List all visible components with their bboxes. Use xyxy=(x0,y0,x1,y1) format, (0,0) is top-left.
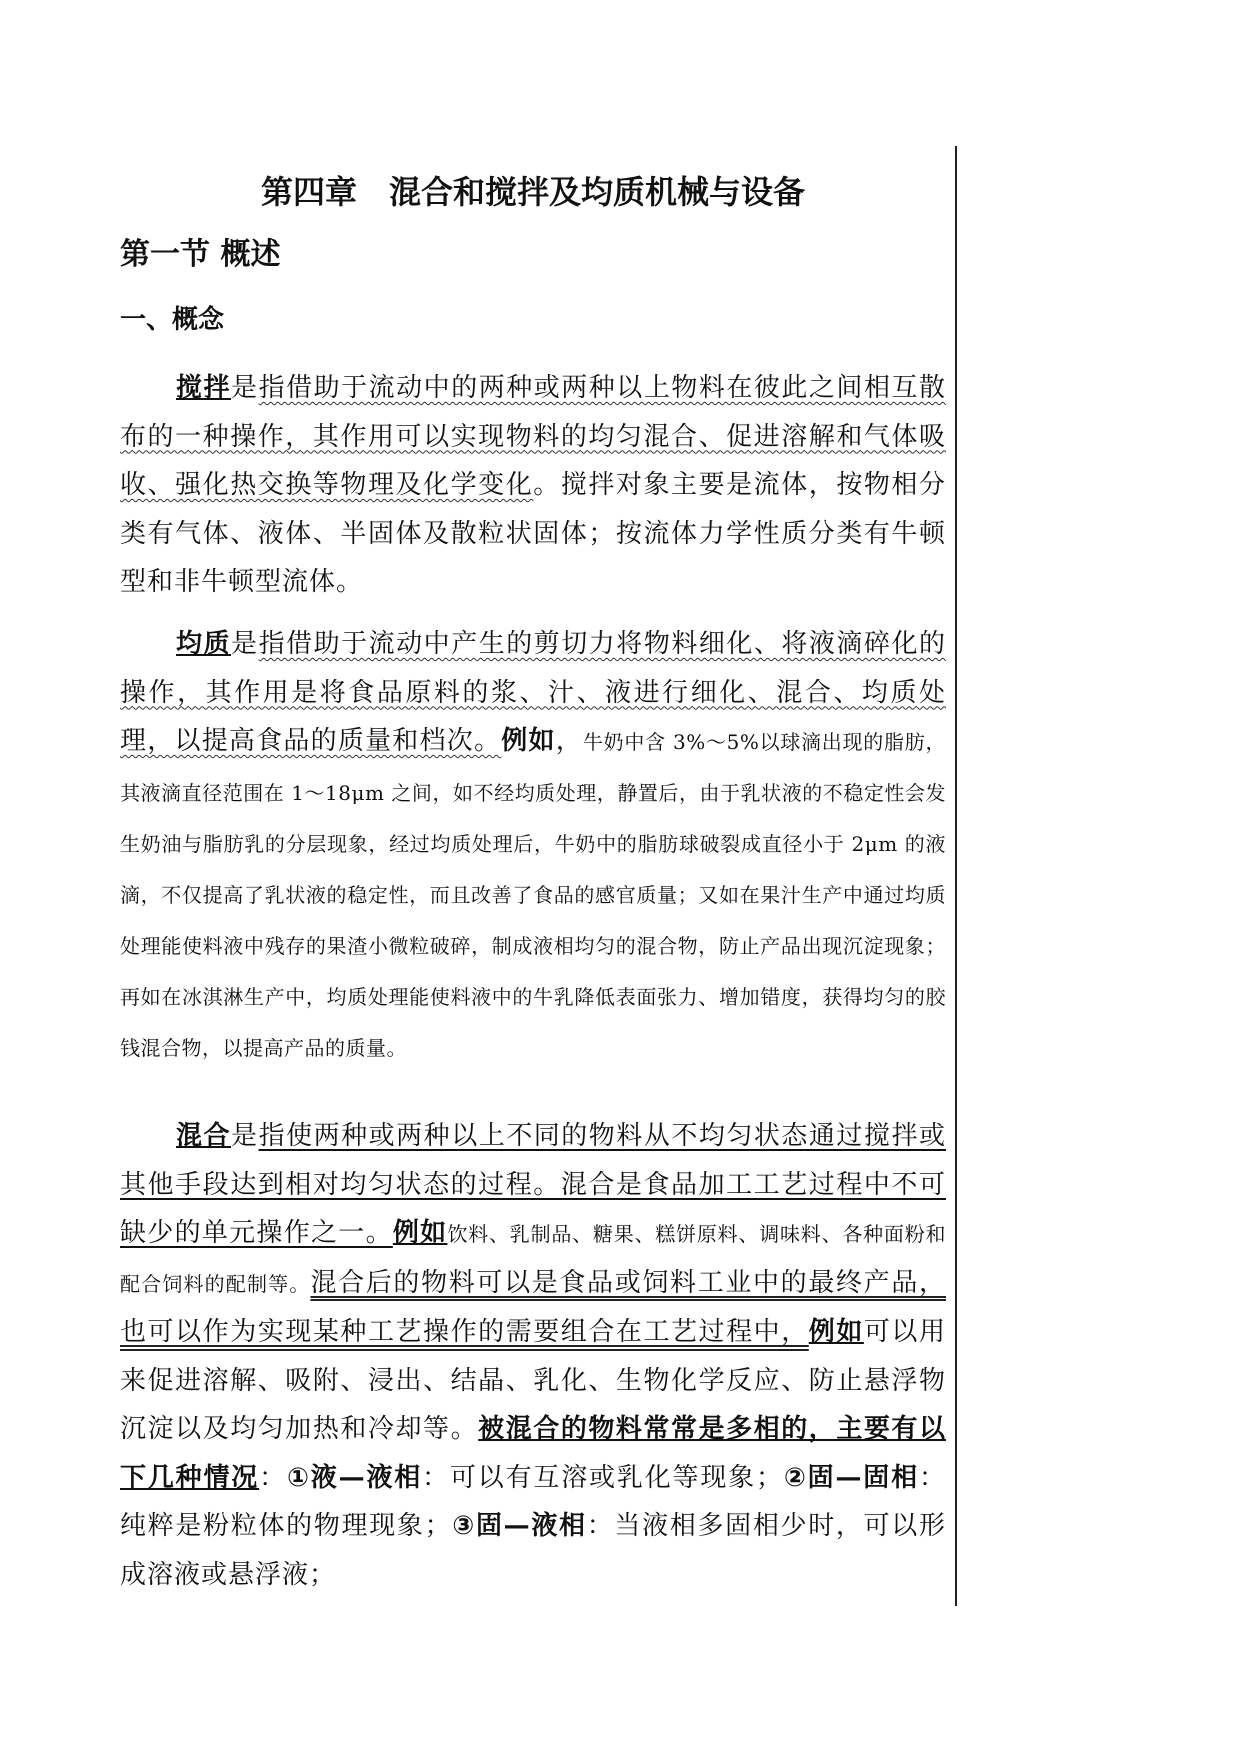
section-title: 第一节 概述 xyxy=(120,237,281,272)
case-solid-liquid: ③固—液相 xyxy=(451,1511,587,1541)
example-label: 例如 xyxy=(501,726,556,756)
text-fragment: 。搅拌对象主要是流体，按物相分类有气体、液体、半固体及散粒状固体；按流体力学性质分类有牛顿型和非牛顿型流体。 xyxy=(120,470,946,597)
definition-stirring: 指借助于流动中的两种或两种以上物料在彼此之间相互散布的一种操作，其作用可以实现物料的均匀混合、促进溶解和气体吸收、强化热交换等物理及化学变化 xyxy=(120,373,946,500)
case-solid-solid: ②固—固相 xyxy=(783,1462,919,1493)
text-fragment: 是 xyxy=(231,1121,259,1151)
chapter-title: 第四章 混合和搅拌及均质机械与设备 xyxy=(260,173,805,211)
margin-rule xyxy=(955,146,957,1606)
paragraph-homogenization xyxy=(120,620,946,1074)
definition-mixing-products: 混合后的物料可以是食品或饲料工业中的最终产品，也可以作为实现某种工艺操作的需要组合在工艺过程中， xyxy=(120,1267,946,1347)
subsection-title: 一、概念 xyxy=(120,305,225,335)
case-liquid-liquid-text: ：可以有互溶或乳化等现象； xyxy=(422,1462,783,1493)
case-liquid-liquid: ①液—液相 xyxy=(286,1462,423,1493)
term-mixing: 混合 xyxy=(176,1121,232,1151)
term-homogenization: 均质 xyxy=(176,629,232,659)
definition-homogenization: 指借助于流动中产生的剪切力将物料细化、将液滴碎化的操作，其作用是将食品原料的浆、汁、液进行细化、混合、均质处理，以提高食品的质量和档次。 xyxy=(120,629,946,756)
example-text-milk: 牛奶中含 3%～5%以球滴出现的脂肪，其液滴直径范围在 1～18μm 之间，如不经均质处理，静置后，由于乳状液的不稳定性会发生奶油与脂肪乳的分层现象，经过均质处理后，牛奶中的脂肪球破裂成直径小于 2μm 的液滴，不仅提高了乳状液的稳定性，而且改善了食品的感官质量；又如在果汁生产中通过均质处理能使料液中残存的果渣小微粒破碎，制成液相均匀的混合物，防止产品出现沉淀现象；再如在冰淇淋生产中，均质处理能使料液中的牛乳降低表面张力、增加错度，获得均匀的胶钱混合物，以提高产品的质量。 xyxy=(120,730,946,1060)
paragraph-mixing xyxy=(120,1112,946,1599)
text-fragment: 是 xyxy=(231,629,259,659)
text-fragment: 可以用来促进溶解、吸附、浸出、结晶、乳化、生物化学反应、防止悬浮物沉淀以及均匀加热和冷却等。 xyxy=(120,1317,946,1444)
example-text-products: 饮料、乳制品、糖果、糕饼原料、调味料、各种面粉和配合饲料的配制等。 xyxy=(120,1222,946,1296)
text-fragment: ， xyxy=(555,726,583,756)
text-fragment: ： xyxy=(259,1462,287,1493)
example-label: 例如 xyxy=(392,1218,448,1248)
example-label: 例如 xyxy=(808,1317,864,1347)
definition-mixing: 指使两种或两种以上不同的物料从不均匀状态通过搅拌或其他手段达到相对均匀状态的过程。混合是食品加工工艺过程中不可缺少的单元操作之一。 xyxy=(120,1121,946,1248)
text-fragment: 是 xyxy=(231,373,259,403)
case-solid-solid-text: ：纯粹是粉粒体的物理现象； xyxy=(120,1462,946,1541)
term-stirring: 搅拌 xyxy=(176,373,232,403)
paragraph-stirring xyxy=(120,364,946,607)
multiphase-statement: 被混合的物料常常是多相的，主要有以下几种情况 xyxy=(120,1414,946,1493)
case-solid-liquid-text: ：当液相多固相少时，可以形成溶液或悬浮液； xyxy=(120,1511,946,1590)
